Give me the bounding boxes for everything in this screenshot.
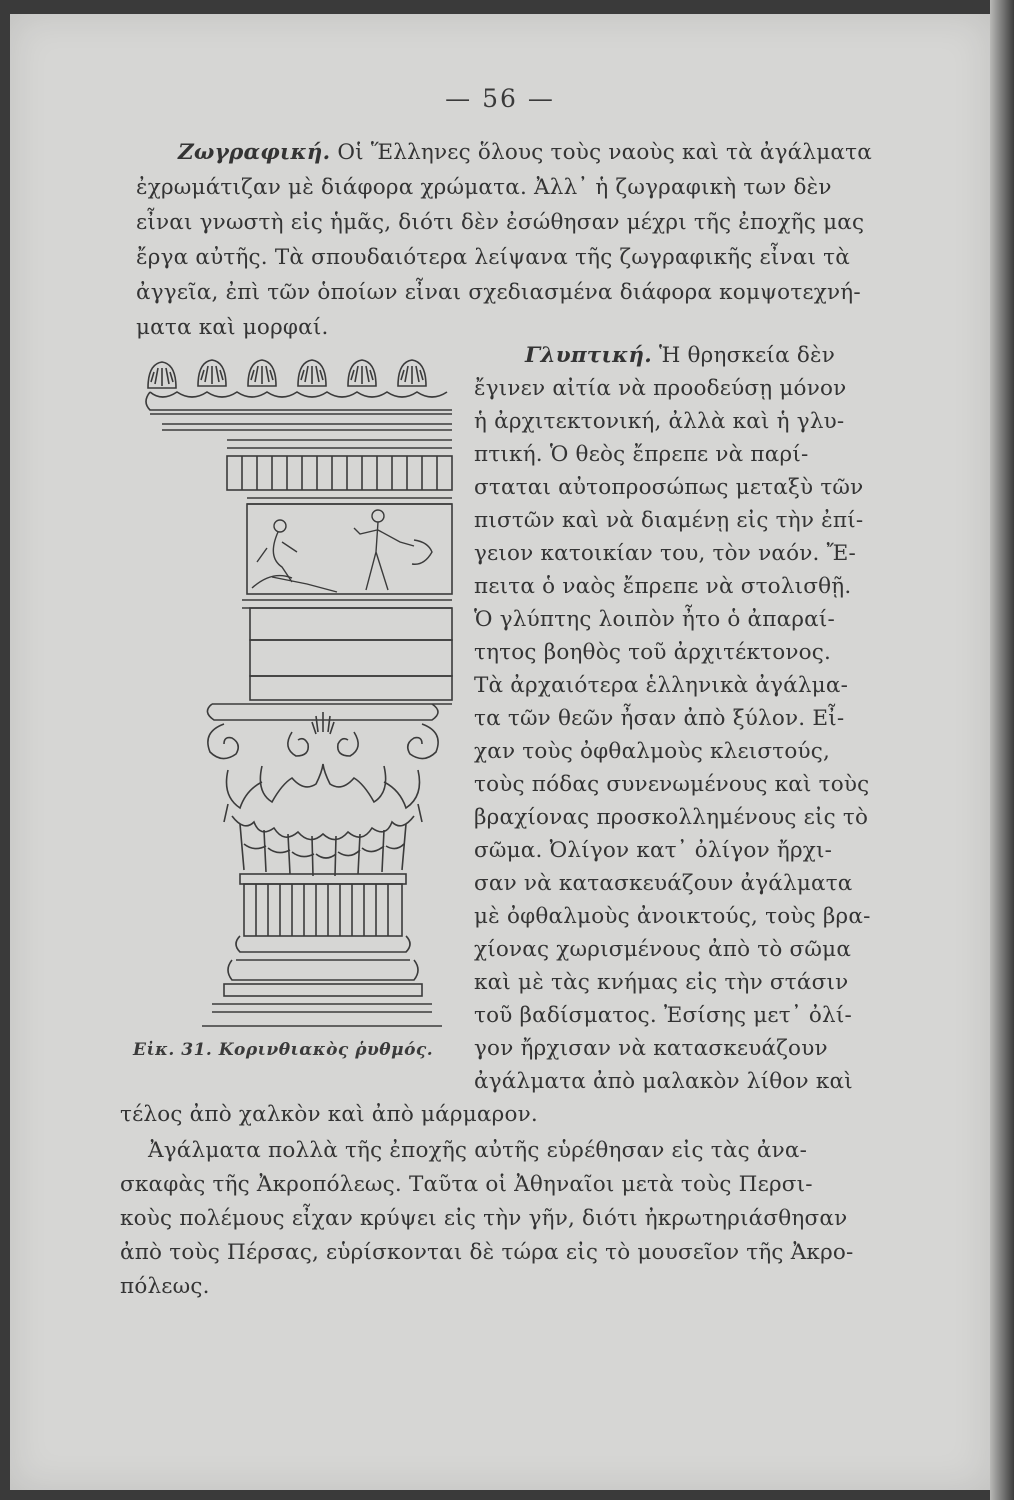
glyptiki-line <box>525 340 835 372</box>
zografiki-line: ἔργα αὐτῆς. Τὰ σπουδαιότερα λείψανα τῆς ζωγραφικῆς εἶναι τὰ <box>136 245 850 270</box>
glyptiki-heading: Γλυπτική. <box>525 343 652 368</box>
body-line: ἀπὸ τοὺς Πέρσας, εὑρίσκονται δὲ τώρα εἰς τὸ μουσεῖον τῆς Ἀκρο- <box>120 1240 854 1265</box>
glyptiki-line: γον ἤρχισαν νὰ κατασκευάζουν <box>474 1036 828 1061</box>
glyptiki-line: ἀγάλματα ἀπὸ μαλακὸν λίθον καὶ <box>474 1069 853 1094</box>
glyptiki-line: ἡ ἀρχιτεκτονική, ἀλλὰ καὶ ἡ γλυ- <box>474 409 845 434</box>
corinthian-order-illustration <box>132 352 472 1034</box>
book-binding-edge <box>990 0 1014 1500</box>
body-line: πόλεως. <box>120 1274 210 1299</box>
glyptiki-line: πτική. Ὁ θεὸς ἔπρεπε νὰ παρί- <box>474 442 809 467</box>
zografiki-heading: Ζωγραφική. <box>178 140 331 165</box>
body-line: κοὺς πολέμους εἶχαν κρύψει εἰς τὴν γῆν, διότι ἠκρωτηριάσθησαν <box>120 1206 848 1231</box>
glyptiki-line: βραχίονας προσκολλημένους εἰς τὸ <box>474 805 869 830</box>
glyptiki-line: σαν νὰ κατασκευάζουν ἀγάλματα <box>474 871 853 896</box>
page-number: — 56 — <box>445 84 555 113</box>
zografiki-line <box>178 137 872 169</box>
figure-caption: Εἰκ. 31. Κορινθιακὸς ῥυθμός. <box>133 1040 434 1060</box>
glyptiki-line: τα τῶν θεῶν ἦσαν ἀπὸ ξύλον. Εἶ- <box>474 706 845 731</box>
glyptiki-line: πειτα ὁ ναὸς ἔπρεπε νὰ στολισθῇ. <box>474 574 852 599</box>
body-line: τέλος ἀπὸ χαλκὸν καὶ ἀπὸ μάρμαρον. <box>120 1102 538 1127</box>
glyptiki-line: σῶμα. Ὀλίγον κατ᾽ ὀλίγον ἤρχι- <box>474 838 833 863</box>
body-line: Ἀγάλματα πολλὰ τῆς ἐποχῆς αὐτῆς εὑρέθησαν εἰς τὰς ἀνα- <box>148 1138 808 1163</box>
glyptiki-line: Τὰ ἀρχαιότερα ἑλληνικὰ ἀγάλμα- <box>474 673 849 698</box>
glyptiki-line: ἔγινεν αἰτία νὰ προοδεύσῃ μόνον <box>474 376 847 401</box>
glyptiki-line: πιστῶν καὶ νὰ διαμένῃ εἰς τὴν ἐπί- <box>474 508 864 533</box>
text-run: Οἱ Ἕλληνες ὅλους τοὺς ναοὺς καὶ τὰ ἀγάλματα <box>337 140 872 165</box>
glyptiki-line: γειον κατοικίαν του, τὸν ναόν. Ἔ- <box>474 541 856 566</box>
glyptiki-line: μὲ ὀφθαλμοὺς ἀνοικτούς, τοὺς βρα- <box>474 904 871 929</box>
palmette-row <box>148 360 426 388</box>
zografiki-line: εἶναι γνωστὴ εἰς ἡμᾶς, διότι δὲν ἐσώθησαν μέχρι τῆς ἐποχῆς μας <box>136 210 865 235</box>
acanthus-leaves <box>224 764 422 876</box>
glyptiki-line: χίονας χωρισμένους ἀπὸ τὸ σῶμα <box>474 937 852 962</box>
zografiki-line: ἐχρωμάτιζαν μὲ διάφορα χρώματα. Ἀλλ᾽ ἡ ζωγραφικὴ των δὲν <box>136 175 832 200</box>
glyptiki-line: σταται αὐτοπροσώπως μεταξὺ τῶν <box>474 475 864 500</box>
glyptiki-line: τητος βοηθὸς τοῦ ἀρχιτέκτονος. <box>474 640 832 665</box>
capital-volutes <box>208 712 438 759</box>
glyptiki-line: Ὁ γλύπτης λοιπὸν ἦτο ὁ ἀπαραί- <box>474 607 835 632</box>
frieze-figures <box>252 510 432 592</box>
glyptiki-line: τοὺς πόδας συνενωμένους καὶ τοὺς <box>474 772 870 797</box>
text-run: Ἡ θρησκεία δὲν <box>658 343 835 368</box>
zografiki-line: ἀγγεῖα, ἐπὶ τῶν ὁποίων εἶναι σχεδιασμένα διάφορα κομψοτεχνή- <box>136 280 861 305</box>
body-line: σκαφὰς τῆς Ἀκροπόλεως. Ταῦτα οἱ Ἀθηναῖοι μετὰ τοὺς Περσι- <box>120 1172 813 1197</box>
glyptiki-line: χαν τοὺς ὀφθαλμοὺς κλειστούς, <box>474 739 831 764</box>
glyptiki-line: τοῦ βαδίσματος. Ἐσίσης μετ᾽ ὀλί- <box>474 1003 852 1028</box>
glyptiki-line: καὶ μὲ τὰς κνήμας εἰς τὴν στάσιν <box>474 970 849 995</box>
zografiki-line: ματα καὶ μορφαί. <box>136 315 329 340</box>
